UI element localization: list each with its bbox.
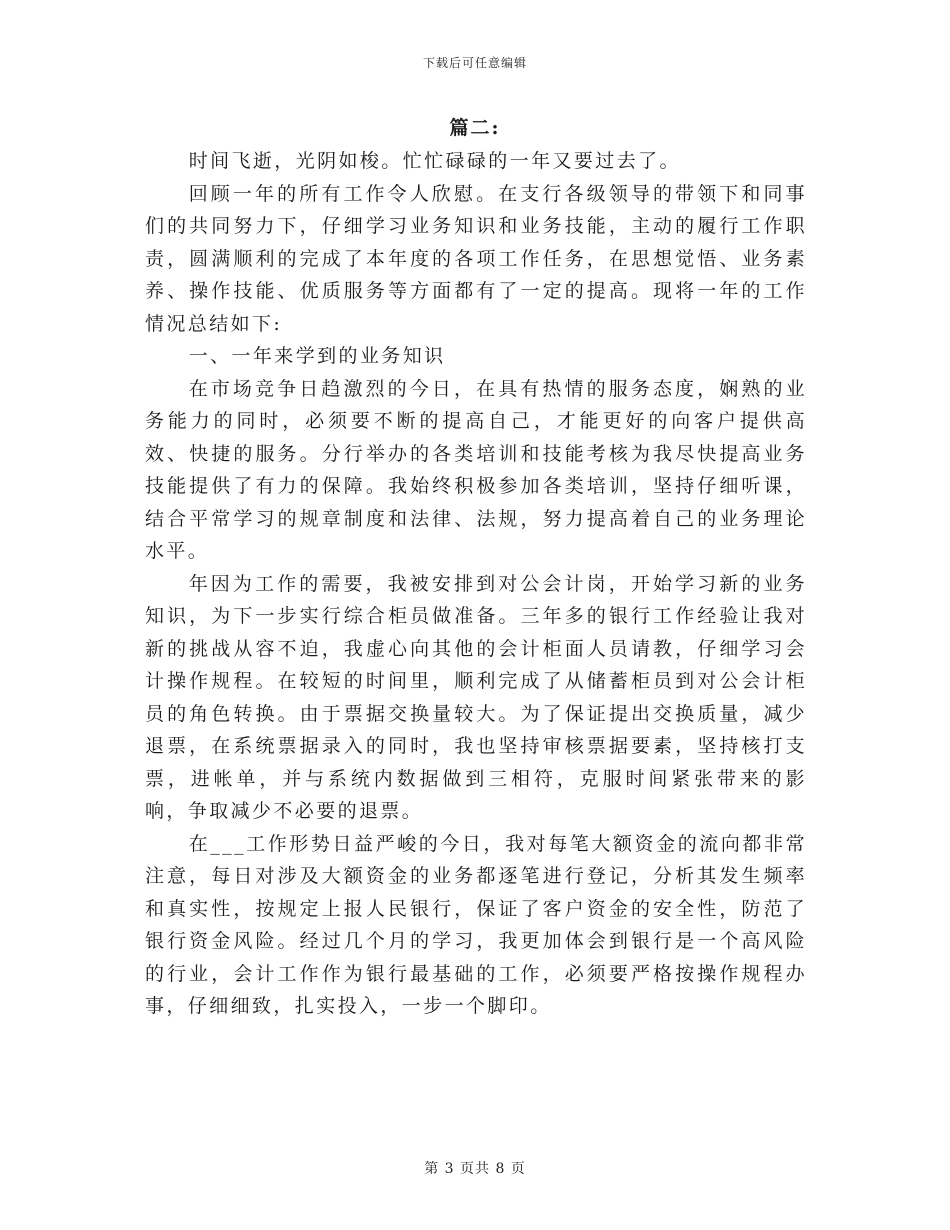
document-title: 篇二:: [449, 117, 501, 139]
paragraph: 时间飞逝，光阴如梭。忙忙碌碌的一年又要过去了。: [188, 150, 681, 172]
header-note: 下载后可任意编辑: [422, 56, 527, 70]
paragraph: 在___工作形势日益严峻的今日，我对每笔大额资金的流向都非常注意，每日对涉及大额资金的业务都逐笔进行登记，分析其发生频率和真实性，按规定上报人民银行，保证了客户资金的安全性，防范了银行资金风险。经过几个月的学习，我更加体会到银行是一个高风险的行业，会计工作作为银行最基础的工作，必须要严格按操作规程办事，仔细细致，扎实投入，一步一个脚印。: [145, 832, 807, 1017]
paragraph: 在市场竞争日趋激烈的今日，在具有热情的服务态度，娴熟的业务能力的同时，必须要不断的提高自己，才能更好的向客户提供高效、快捷的服务。分行举办的各类培训和技能考核为我尽快提高业务技能提供了有力的保障。我始终积极参加各类培训，坚持仔细听课，结合平常学习的规章制度和法律、法规，努力提高着自己的业务理论水平。: [145, 377, 807, 562]
section-heading: 一、一年来学到的业务知识: [188, 345, 446, 367]
page-number: 第 3 页共 8 页: [424, 1161, 526, 1177]
paragraph: 年因为工作的需要，我被安排到对公会计岗，开始学习新的业务知识，为下一步实行综合柜员做准备。三年多的银行工作经验让我对新的挑战从容不迫，我虚心向其他的会计柜面人员请教，仔细学习会计操作规程。在较短的时间里，顺利完成了从储蓄柜员到对公会计柜员的角色转换。由于票据交换量较大。为了保证提出交换质量，减少退票，在系统票据录入的同时，我也坚持审核票据要素，坚持核打支票，进帐单，并与系统内数据做到三相符，克服时间紧张带来的影响，争取减少不必要的退票。: [145, 572, 807, 822]
document-body: [145, 145, 807, 1023]
paragraph: 回顾一年的所有工作令人欣慰。在支行各级领导的带领下和同事们的共同努力下，仔细学习业务知识和业务技能，主动的履行工作职责，圆满顺利的完成了本年度的各项工作任务，在思想觉悟、业务素养、操作技能、优质服务等方面都有了一定的提高。现将一年的工作情况总结如下:: [145, 182, 807, 335]
